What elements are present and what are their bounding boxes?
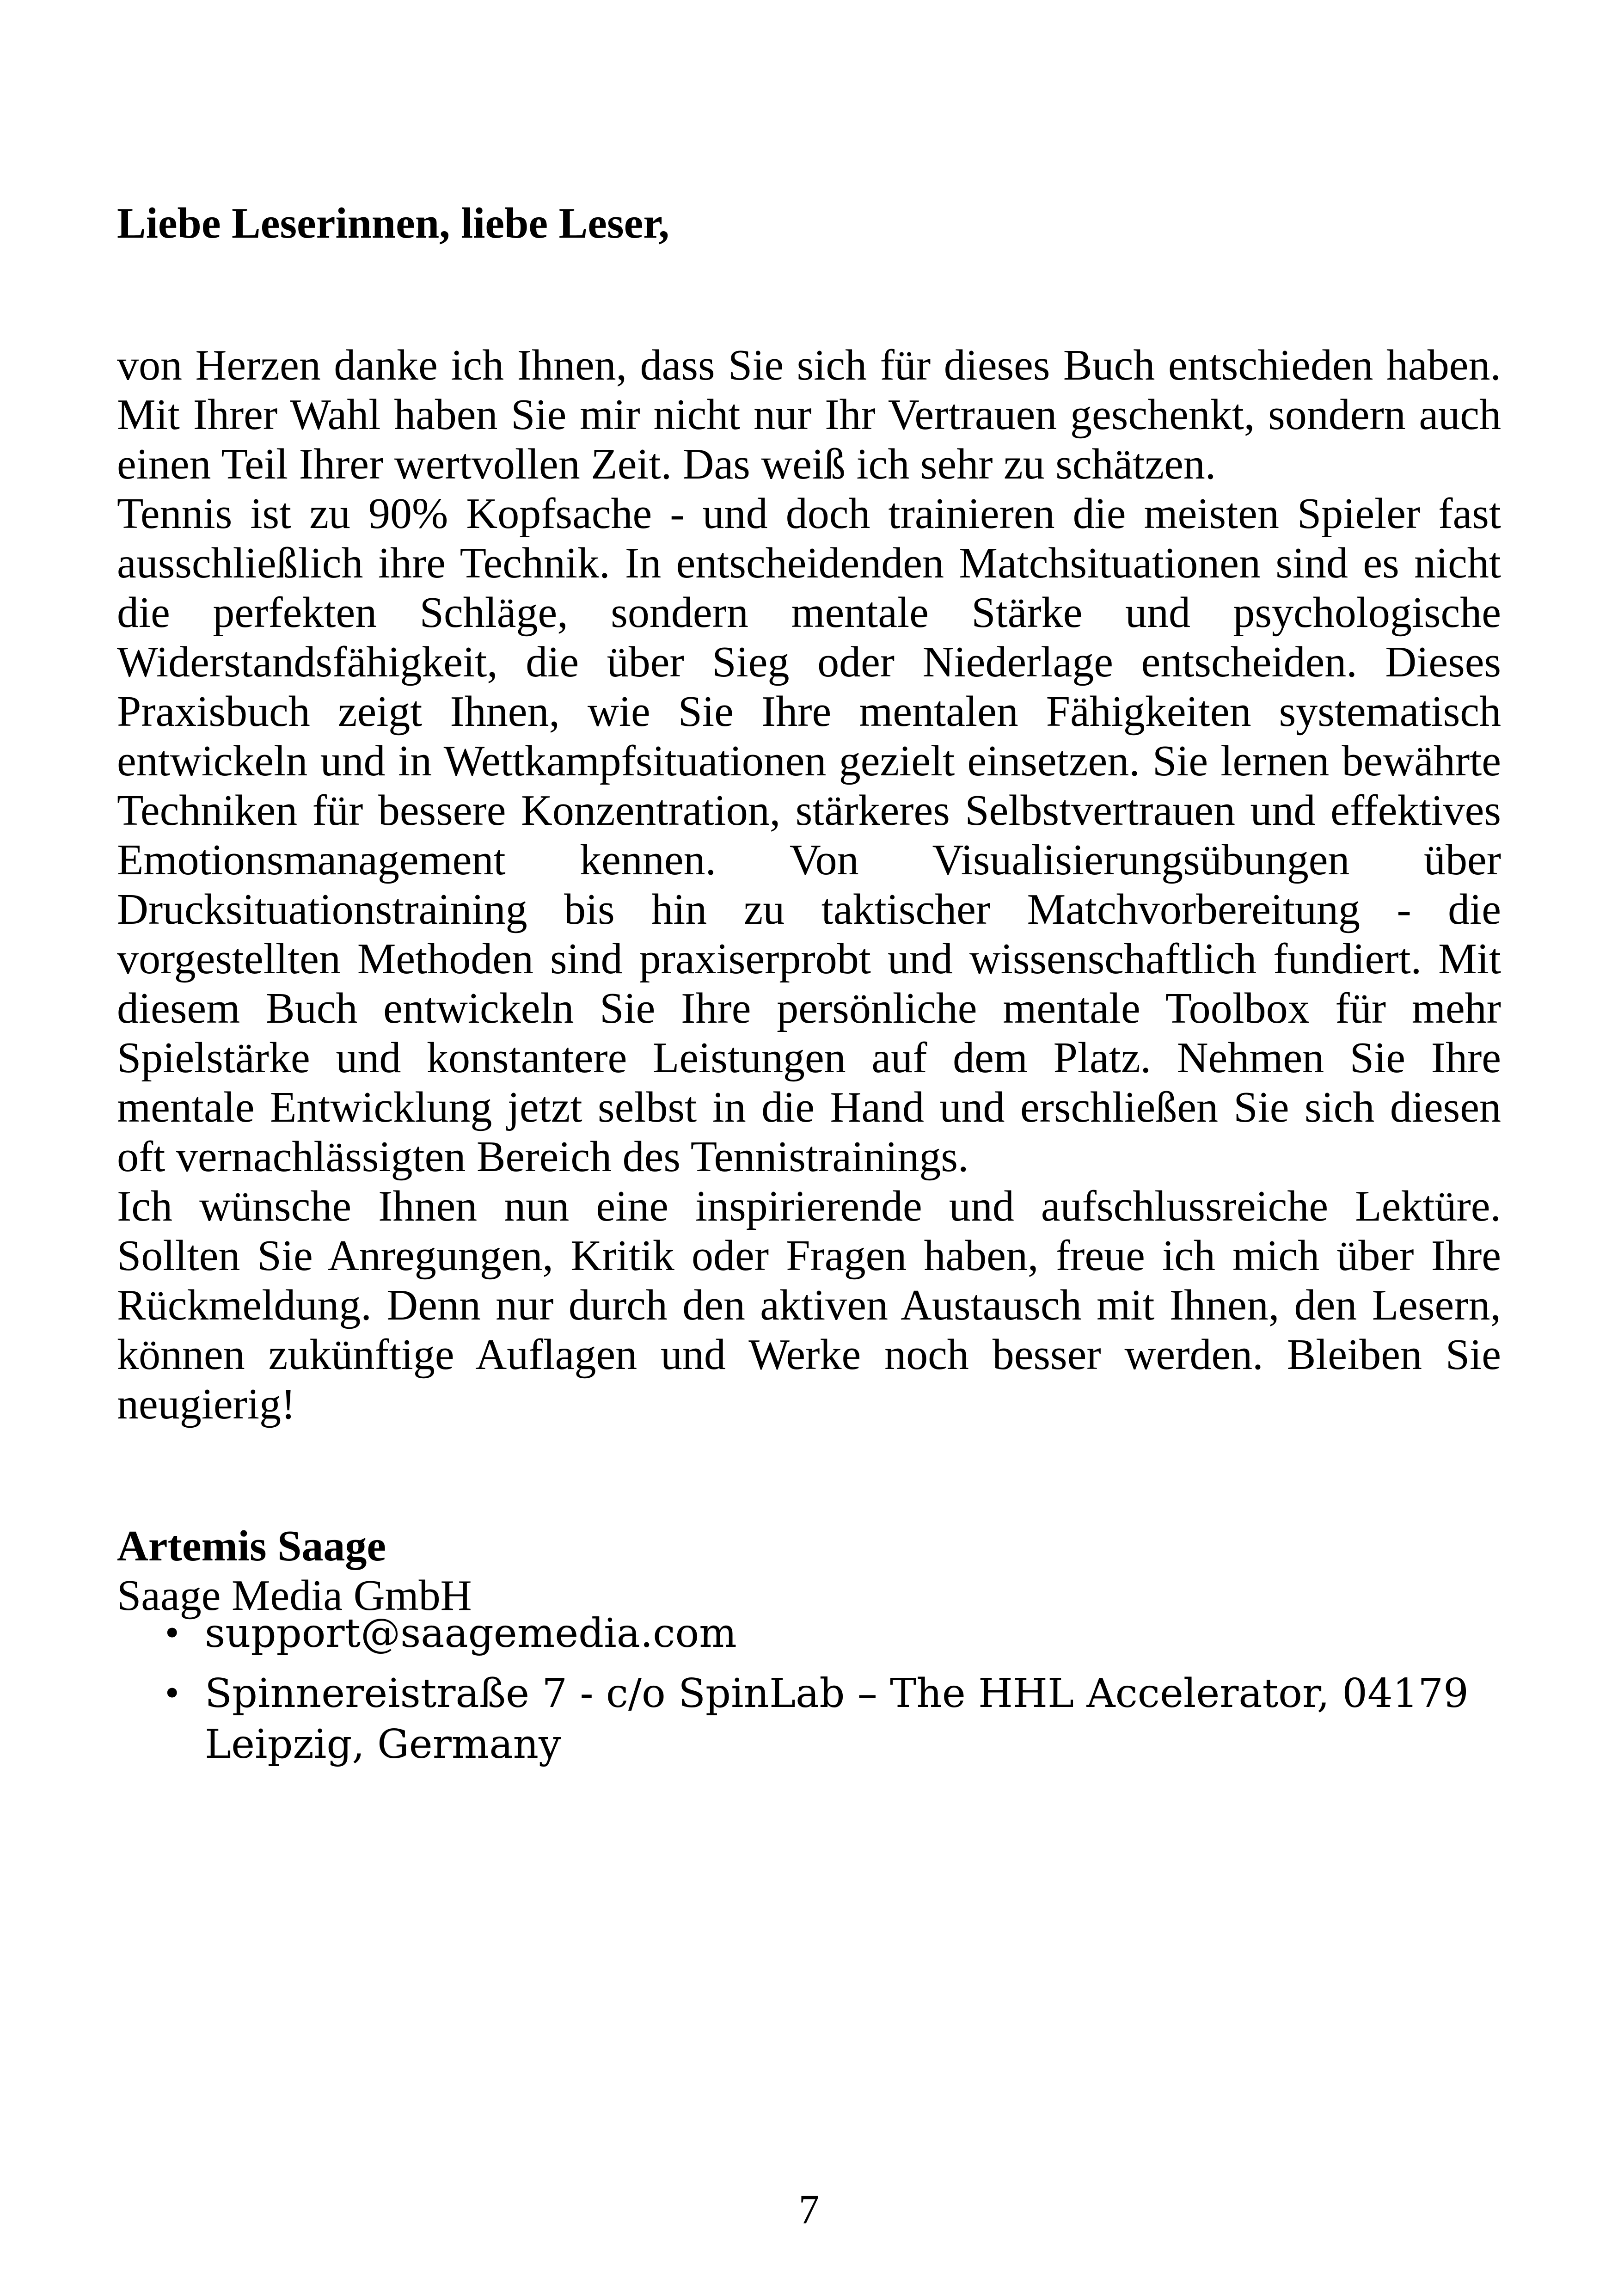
page-number: 7	[798, 2187, 820, 2233]
contact-list	[117, 1608, 1504, 1779]
letter-body	[117, 199, 1501, 1621]
paragraph-closing: Ich wünsche Ihnen nun eine inspirierende und aufschlussreiche Lektüre. Sollten Sie Anregungen, Kritik oder Fragen haben, freue ich mich über Ihre Rückmeldung. Denn nur durch den aktiven Austausch mit Ihnen, den Lesern, können zukünftige Auflagen und Werke noch besser werden. Bleiben Sie neugierig!	[117, 1182, 1501, 1428]
paragraph-thanks: von Herzen danke ich Ihnen, dass Sie sich für dieses Buch entschieden haben. Mit Ihrer Wahl haben Sie mir nicht nur Ihr Vertrauen geschenkt, sondern auch einen Teil Ihrer wertvollen Zeit. Das weiß ich sehr zu schätzen.	[117, 341, 1501, 488]
contact-email[interactable]: support@saagemedia.com	[205, 1610, 737, 1657]
salutation: Liebe Leserinnen, liebe Leser,	[117, 199, 669, 247]
author-name: Artemis Saage	[117, 1522, 386, 1570]
bullet-icon: •	[162, 1614, 182, 1653]
signature-block	[117, 1522, 1501, 1621]
contact-address-item	[117, 1668, 1504, 1770]
bullet-icon: •	[162, 1674, 182, 1713]
company-name: Saage Media GmbH	[117, 1572, 472, 1620]
contact-email-item[interactable]	[117, 1608, 1504, 1659]
paragraph-book-summary: Tennis ist zu 90% Kopfsache - und doch trainieren die meisten Spieler fast ausschließlich ihre Technik. In entscheidenden Matchsituationen sind es nicht die perfekten Schläge, sondern mentale Stärke und psychologische Widerstandsfähigkeit, die über Sieg oder Niederlage entscheiden. Dieses Praxisbuch zeigt Ihnen, wie Sie Ihre mentalen Fähigkeiten systematisch entwickeln und in Wettkampfsituationen gezielt einsetzen. Sie lernen bewährte Techniken für bessere Konzentration, stärkeres Selbstvertrauen und effektives Emotionsmanagement kennen. Von Visualisierungsübungen über Drucksituationstraining bis hin zu taktischer Matchvorbereitung - die vorgestellten Methoden sind praxiserprobt und wissenschaftlich fundiert. Mit diesem Buch entwickeln Sie Ihre persönliche mentale Toolbox für mehr Spielstärke und konstantere Leistungen auf dem Platz. Nehmen Sie Ihre mentale Entwicklung jetzt selbst in die Hand und erschließen Sie sich diesen oft vernachlässigten Bereich des Tennistrainings.	[117, 490, 1501, 1181]
contact-address: Spinnereistraße 7 - c/o SpinLab – The HHL Accelerator, 04179 Leipzig, Germany	[205, 1670, 1469, 1768]
